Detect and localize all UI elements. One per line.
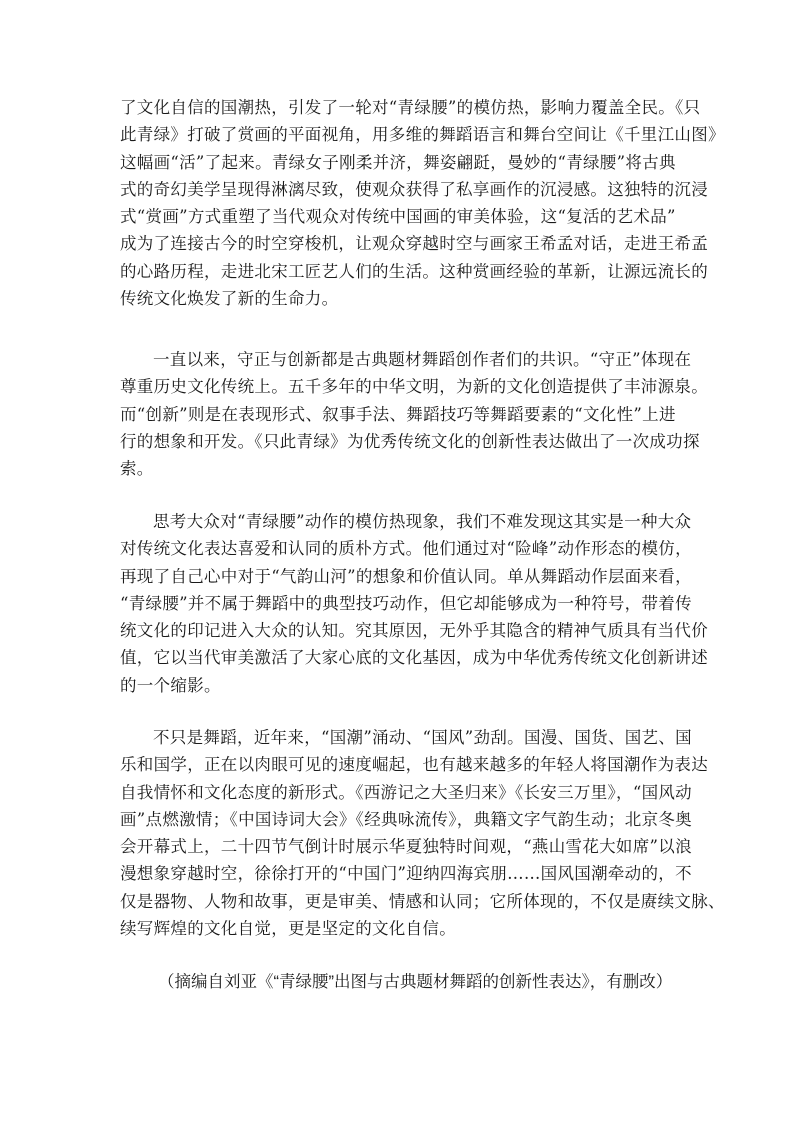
text-line: 式“赏画”方式重塑了当代观众对传统中国画的审美体验，这“复活的艺术品” bbox=[120, 207, 676, 227]
text-line: 漫想象穿越时空，徐徐打开的“中国门”迎纳四海宾朋……国风国潮牵动的，不 bbox=[120, 864, 692, 884]
text-line: 行的想象和开发。《只此青绿》为优秀传统文化的创新性表达做出了一次成功探 bbox=[120, 431, 700, 451]
text-line: 的心路历程，走进北宋工匠艺人们的生活。这种赏画经验的革新，让源远流长的 bbox=[120, 261, 708, 281]
text-line: “青绿腰”并不属于舞蹈中的典型技巧动作，但它却能够成为一种符号，带着传 bbox=[120, 593, 692, 613]
text-line: 乐和国学，正在以肉眼可见的速度崛起，也有越来越多的年轻人将国潮作为表达 bbox=[120, 755, 708, 775]
text-line: 续写辉煌的文化自觉，更是坚定的文化自信。 bbox=[120, 919, 456, 939]
paragraph-3 bbox=[120, 508, 708, 699]
text-line: 传统文化焕发了新的生命力。 bbox=[120, 289, 339, 309]
text-line: 此青绿》打破了赏画的平面视角，用多维的舞蹈语言和舞台空间让《千里江山图》 bbox=[120, 125, 725, 145]
text-line: 而“创新”则是在表现形式、叙事手法、舞蹈技巧等舞蹈要素的“文化性”上进 bbox=[120, 404, 676, 424]
text-line: 思考大众对“青绿腰”动作的模仿热现象，我们不难发现这其实是一种大众 bbox=[153, 512, 692, 531]
text-line: 画”点燃激情；《中国诗词大会》《经典咏流传》，典籍文字气韵生动；北京冬奥 bbox=[120, 809, 692, 829]
text-line: 成为了连接古今的时空穿梭机，让观众穿越时空与画家王希孟对话，走进王希孟 bbox=[120, 234, 708, 254]
text-line: 再现了自己心中对于“气韵山河”的想象和价值认同。单从舞蹈动作层面来看， bbox=[120, 566, 692, 586]
text-line: 尊重历史文化传统上。五千多年的中华文明，为新的文化创造提供了丰沛源泉。 bbox=[120, 377, 708, 397]
paragraph-1 bbox=[120, 94, 725, 312]
text-line: 自我情怀和文化态度的新形式。《西游记之大圣归来》《长安三万里》，“国风动 bbox=[120, 782, 692, 802]
text-line: 不只是舞蹈，近年来，“国潮”涌动、“国风”劲刮。国漫、国货、国艺、国 bbox=[153, 728, 692, 747]
text-line: 了文化自信的国潮热，引发了一轮对“青绿腰”的模仿热，影响力覆盖全民。《只 bbox=[120, 98, 701, 117]
text-line: 这幅画“活”了起来。青绿女子刚柔并济，舞姿翩跹，曼妙的“青绿腰”将古典 bbox=[120, 152, 676, 172]
text-line: 值，它以当代审美激活了大家心底的文化基因，成为中华优秀传统文化创新讲述 bbox=[120, 648, 708, 668]
text-line: 一直以来，守正与创新都是古典题材舞蹈创作者们的共识。“守正”体现在 bbox=[153, 350, 692, 369]
paragraph-2 bbox=[120, 346, 708, 482]
text-line: 索。 bbox=[120, 459, 154, 479]
source-citation: （摘编自刘亚《“青绿腰”出图与古典题材舞蹈的创新性表达》，有删改） bbox=[158, 973, 673, 991]
text-line: 仅是器物、人物和故事，更是审美、情感和认同；它所体现的，不仅是赓续文脉、 bbox=[120, 891, 725, 911]
text-line: 对传统文化表达喜爱和认同的质朴方式。他们通过对“险峰”动作形态的模仿， bbox=[120, 539, 692, 559]
paragraph-4 bbox=[120, 724, 725, 942]
text-line: 统文化的印记进入大众的认知。究其原因，无外乎其隐含的精神气质具有当代价 bbox=[120, 621, 708, 641]
text-line: 会开幕式上，二十四节气倒计时展示华夏独特时间观，“燕山雪花大如席”以浪 bbox=[120, 837, 692, 857]
text-line: 的一个缩影。 bbox=[120, 675, 221, 695]
text-line: 式的奇幻美学呈现得淋漓尽致，使观众获得了私享画作的沉浸感。这独特的沉浸 bbox=[120, 179, 708, 199]
